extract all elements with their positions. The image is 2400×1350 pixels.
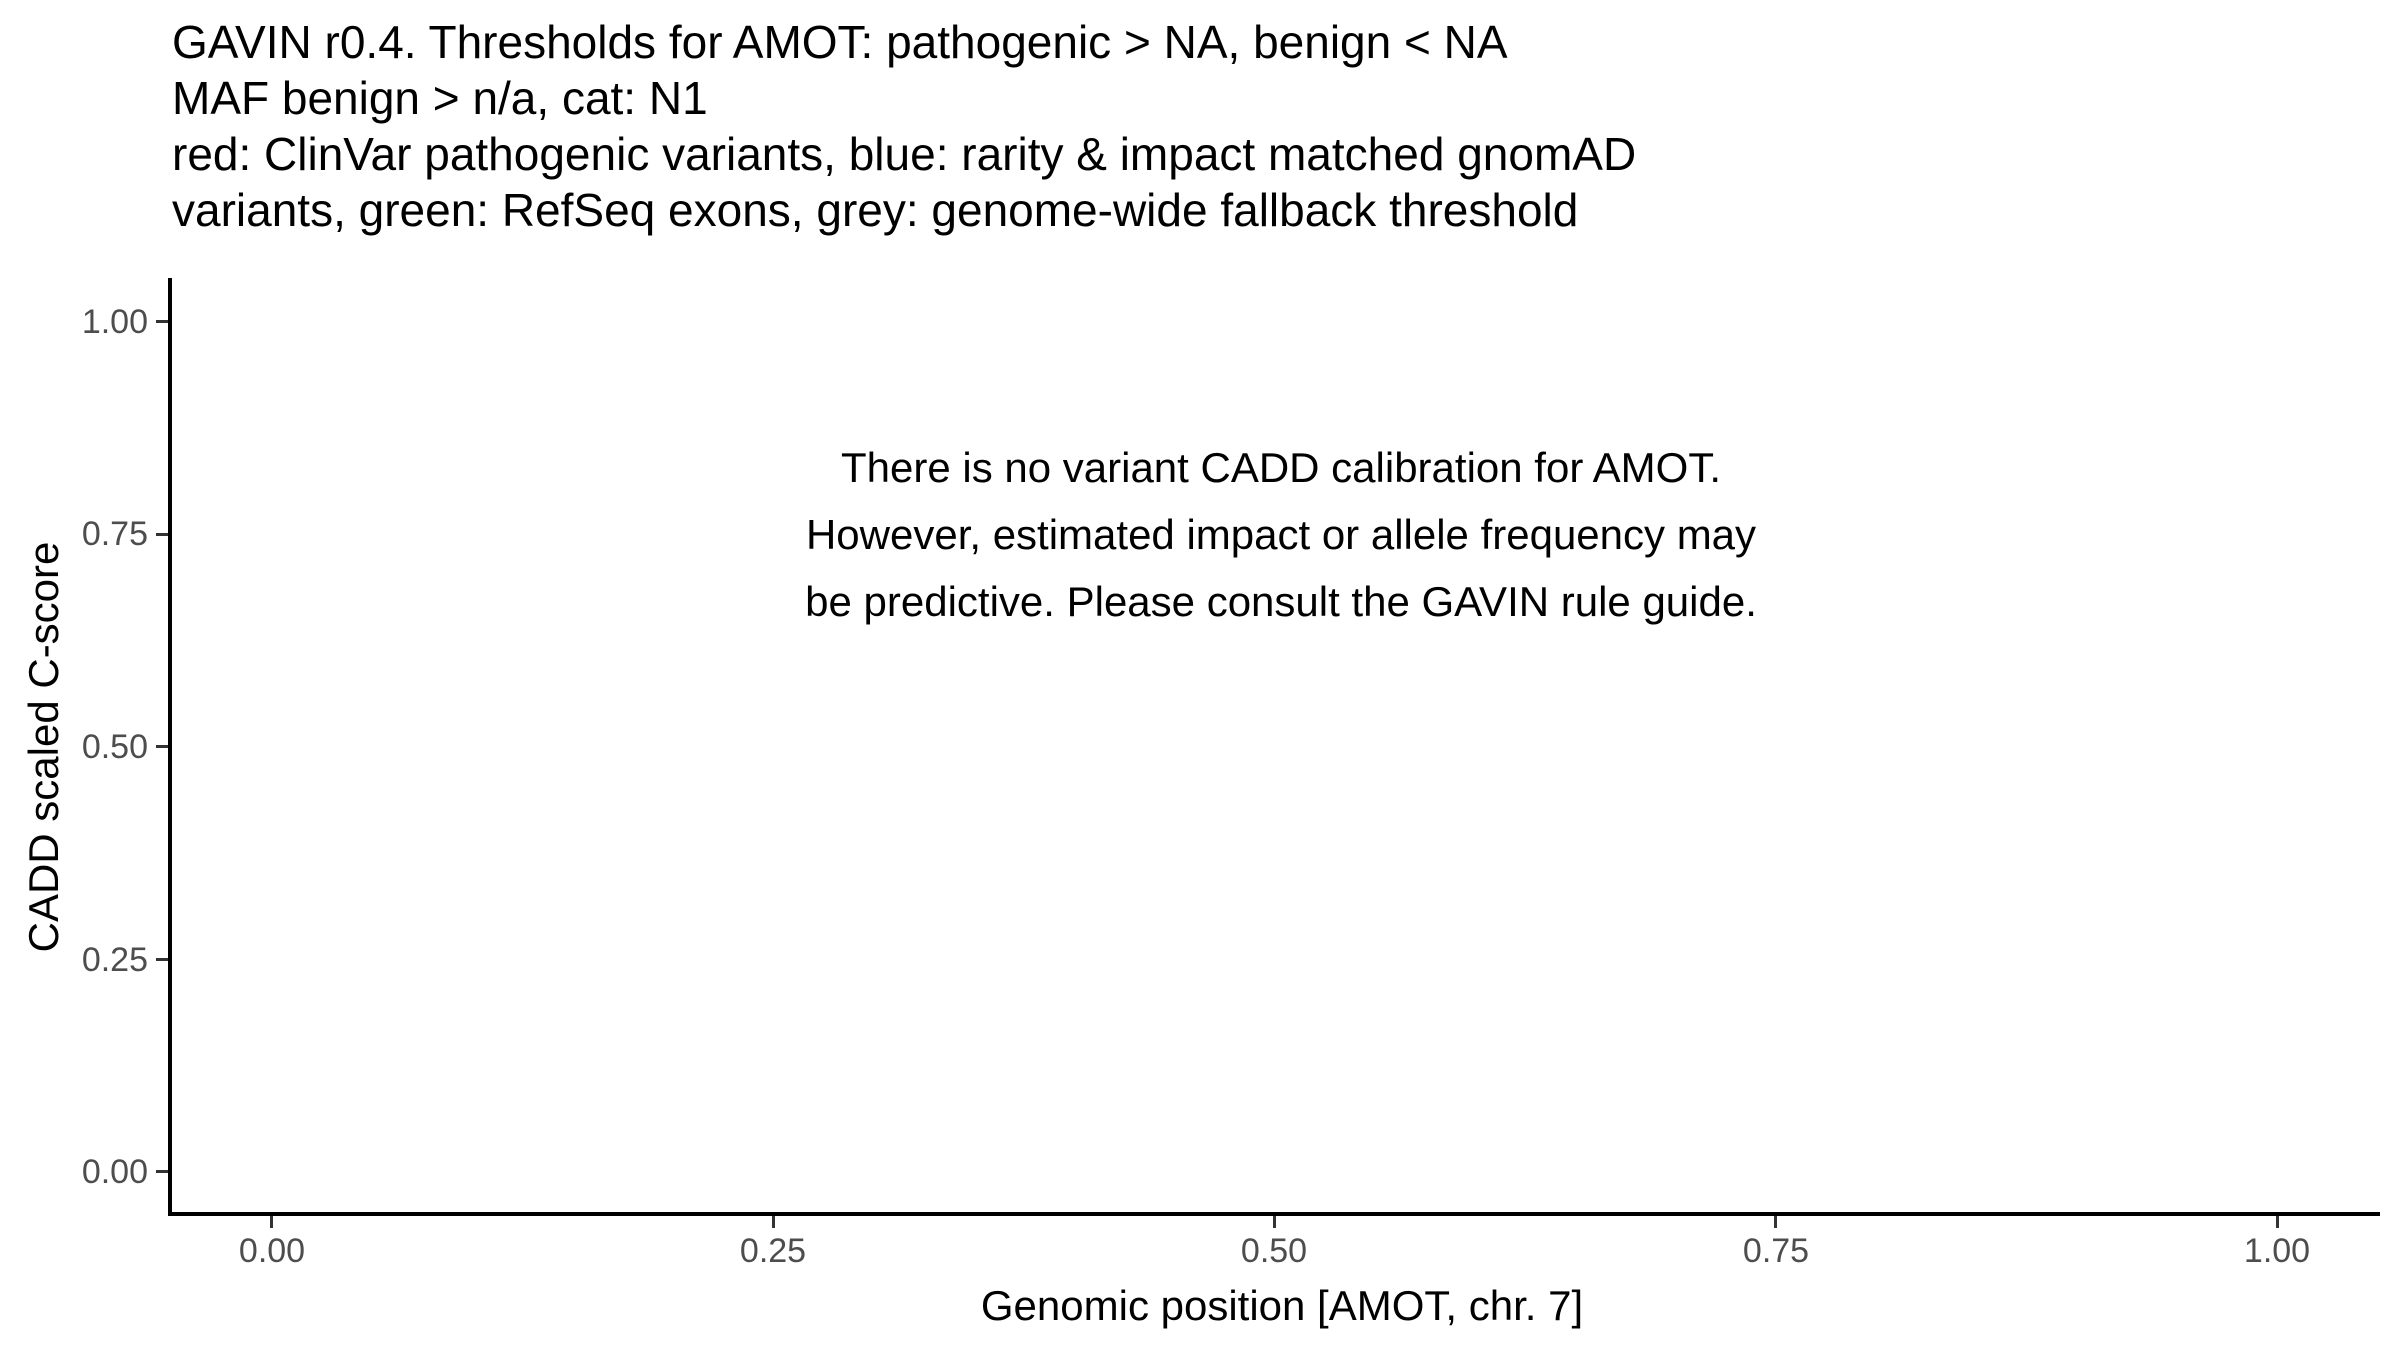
y-axis-line (168, 278, 172, 1216)
y-tick-mark (156, 320, 168, 323)
y-tick-label: 0.75 (81, 515, 148, 553)
y-tick-mark (156, 958, 168, 961)
x-axis-title: Genomic position [AMOT, chr. 7] (980, 1282, 1584, 1329)
no-calibration-annotation (805, 434, 1757, 635)
x-tick-label: 0.75 (1742, 1232, 1810, 1270)
x-tick-mark (772, 1216, 775, 1228)
y-tick-label: 0.00 (81, 1153, 148, 1191)
x-tick-label: 0.25 (739, 1232, 807, 1270)
annotation-line-3: be predictive. Please consult the GAVIN rule guide. (805, 578, 1757, 625)
x-tick-label: 0.00 (238, 1232, 306, 1270)
y-tick-label: 0.50 (81, 728, 148, 766)
plot-title-line-4: variants, green: RefSeq exons, grey: genome-wide fallback threshold (172, 184, 1579, 236)
x-tick-label: 0.50 (1240, 1232, 1308, 1270)
x-tick-mark (2276, 1216, 2279, 1228)
y-tick-mark (156, 1170, 168, 1173)
y-tick-mark (156, 533, 168, 536)
plot-title-line-3: red: ClinVar pathogenic variants, blue: rarity & impact matched gnomAD (172, 128, 1637, 180)
plot-title-line-1: GAVIN r0.4. Thresholds for AMOT: pathogenic > NA, benign < NA (172, 16, 1508, 68)
y-tick-label: 0.25 (81, 941, 148, 979)
y-tick-label: 1.00 (81, 303, 148, 341)
x-tick-mark (1774, 1216, 1777, 1228)
x-tick-mark (1273, 1216, 1276, 1228)
plot-title (172, 14, 1636, 238)
plot-panel (172, 278, 2378, 1212)
x-tick-label: 1.00 (2243, 1232, 2311, 1270)
y-tick-mark (156, 745, 168, 748)
annotation-line-1: There is no variant CADD calibration for AMOT. (841, 444, 1721, 491)
plot-title-line-2: MAF benign > n/a, cat: N1 (172, 72, 708, 124)
annotation-line-2: However, estimated impact or allele frequency may (805, 511, 1757, 558)
y-axis-title: CADD scaled C-score (20, 541, 67, 953)
x-tick-mark (270, 1216, 273, 1228)
